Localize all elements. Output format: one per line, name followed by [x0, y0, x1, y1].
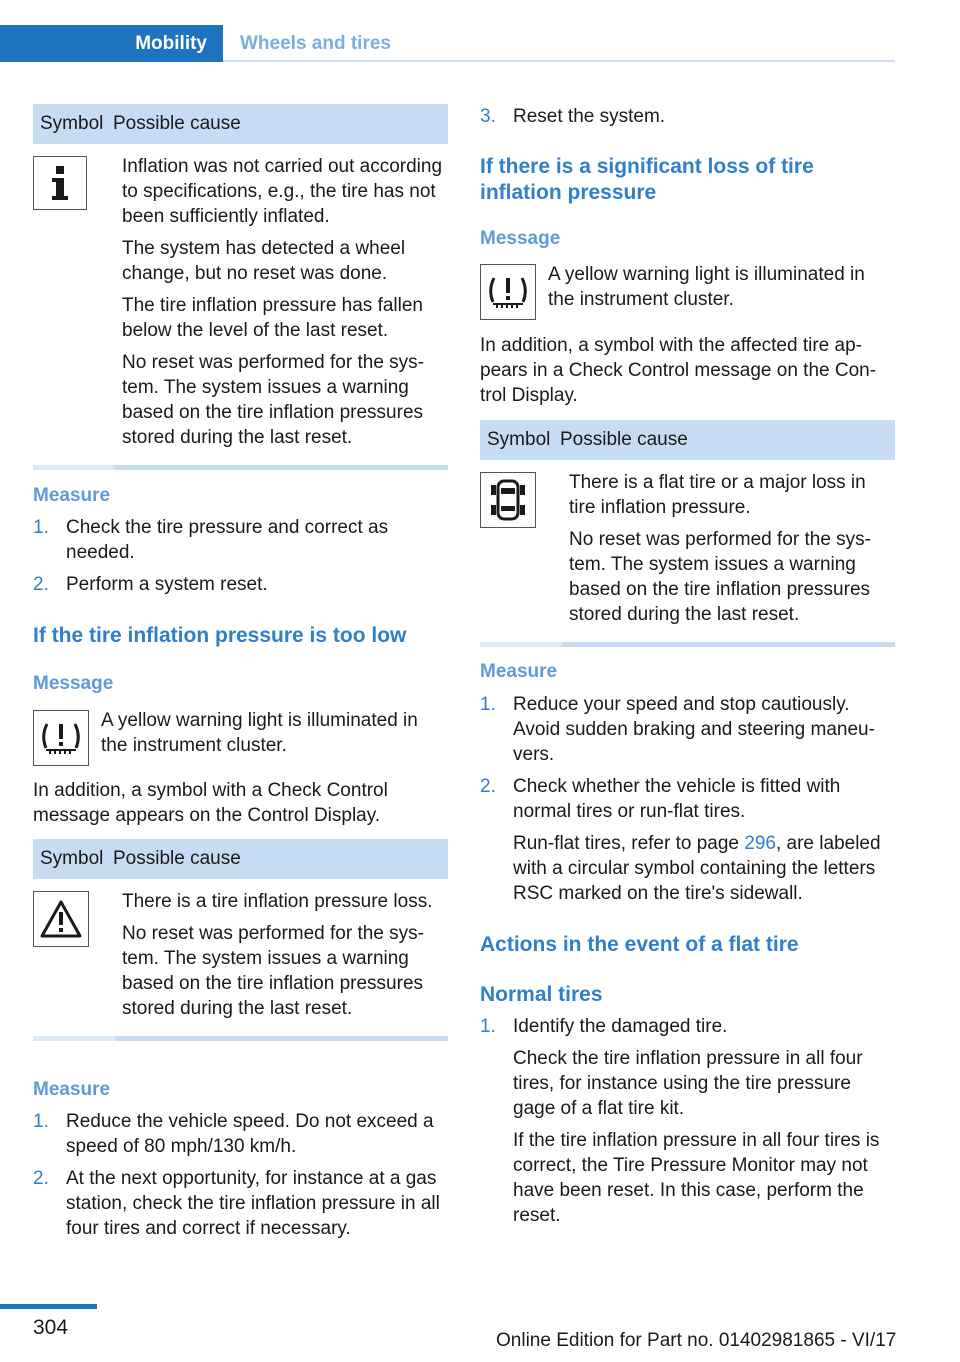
info-icon: [33, 156, 87, 210]
cause-text: No reset was performed for the system. The system issues a warning based on the tire inflation pressures stored during the last reset.: [122, 352, 424, 448]
message-text: A yellow warning light is illuminated in the instrument cluster.: [101, 710, 418, 756]
measure-section-1: [33, 485, 448, 604]
step-text: Identify the damaged tire.: [513, 1016, 728, 1037]
addition-text: In addition, a symbol with the affected tire appears in a Check Control message on the Control Display.: [480, 335, 877, 406]
page-link[interactable]: 296: [744, 833, 776, 854]
flat-tire-steps: [480, 1014, 895, 1228]
table-end-rule: [33, 1036, 448, 1041]
list-item: [480, 774, 895, 906]
symbol-table-1: [33, 104, 448, 470]
col-cause-header: Possible cause: [113, 848, 241, 869]
measure-steps: [33, 1109, 448, 1241]
header-divider: [223, 60, 895, 62]
step-number: 1.: [33, 517, 49, 538]
col-symbol-header: Symbol: [487, 429, 551, 450]
cause-cell: [122, 154, 448, 457]
measure-heading: Measure: [33, 1079, 111, 1100]
subsection-heading: Normal tires: [480, 983, 603, 1006]
section-pressure-too-low: [33, 623, 448, 828]
table-row: [33, 879, 448, 1028]
step-text: Reset the system.: [513, 106, 666, 127]
list-item: [33, 515, 448, 565]
step-text: Reduce the vehicle speed. Do not exceed a speed of 80 mph/130 km/h.: [66, 1111, 434, 1157]
step-text: Perform a system reset.: [66, 574, 268, 595]
measure-steps: [33, 515, 448, 597]
cause-text: No reset was performed for the system. The system issues a warning based on the tire inflation pressures stored during the last reset.: [569, 529, 871, 625]
step-text: Reduce your speed and stop cautiously. Avoid sudden braking and steering maneuvers.: [513, 694, 875, 765]
subtext-part: , are labeled with a circular symbol containing the letters RSC marked on the tire's sidewall.: [513, 833, 881, 904]
section-heading: If the tire inflation pressure is too low: [33, 624, 407, 647]
step-subtext: [513, 831, 895, 906]
message-heading: Message: [33, 673, 114, 694]
message-heading: Message: [480, 228, 561, 249]
measure-section-3: [480, 661, 895, 913]
list-item: [33, 572, 448, 597]
cause-text: The system has detected a wheel change, but no reset was done.: [122, 238, 406, 284]
section-flat-tire: [480, 932, 895, 1235]
col-symbol-header: Symbol: [40, 848, 104, 869]
page-number-bar: [0, 1304, 97, 1309]
header-bar: [0, 25, 895, 62]
edition-footer: Online Edition for Part no. 01402981865 - VI/17: [496, 1330, 897, 1351]
section-tab[interactable]: Mobility: [0, 25, 223, 62]
step-text: Check whether the vehicle is fitted with normal tires or run-flat tires.: [513, 776, 841, 822]
continued-steps: [480, 104, 895, 136]
col-cause-header: Possible cause: [113, 113, 241, 134]
list-item: [480, 1014, 895, 1228]
section-heading: If there is a significant loss of tire inflation pressure: [480, 155, 814, 204]
warning-triangle-icon: [33, 891, 89, 947]
step-number: 2.: [480, 776, 496, 797]
addition-text: In addition, a symbol with a Check Control message appears on the Control Display.: [33, 780, 388, 826]
cause-cell: [122, 889, 448, 1028]
step-number: 1.: [480, 1016, 496, 1037]
col-cause-header: Possible cause: [560, 429, 688, 450]
message-row: [33, 708, 448, 766]
table-header: [33, 104, 448, 144]
measure-heading: Measure: [480, 661, 558, 682]
measure-section-2: [33, 1079, 448, 1248]
cause-text: There is a tire inflation pressure loss.: [122, 891, 433, 912]
cause-cell: [569, 470, 895, 634]
step-number: 2.: [33, 574, 49, 595]
step-number: 2.: [33, 1168, 49, 1189]
table-header: [33, 839, 448, 879]
table-row: [33, 144, 448, 457]
step-number: 1.: [33, 1111, 49, 1132]
table-row: [480, 460, 895, 634]
tire-pressure-warning-icon: [33, 710, 89, 766]
car-flat-tire-icon: [480, 472, 536, 528]
cause-text: Inflation was not carried out according to specifications, e.g., the tire has not been sufficiently inflated.: [122, 156, 443, 227]
list-item: [33, 1166, 448, 1241]
list-item: [480, 104, 895, 129]
message-text: A yellow warning light is illuminated in the instrument cluster.: [548, 264, 865, 310]
chapter-tab[interactable]: Wheels and tires: [240, 33, 391, 54]
cause-text: No reset was performed for the system. The system issues a warning based on the tire inflation pressures stored during the last reset.: [122, 923, 424, 1019]
subtext-part: Run-flat tires, refer to page: [513, 833, 745, 854]
measure-steps: [480, 692, 895, 906]
cause-text: The tire inflation pressure has fallen below the level of the last reset.: [122, 295, 423, 341]
symbol-table-2: [33, 839, 448, 1041]
cause-text: There is a flat tire or a major loss in tire inflation pressure.: [569, 472, 866, 518]
step-number: 1.: [480, 694, 496, 715]
table-end-rule: [33, 465, 448, 470]
step-subtext: Check the tire inflation pressure in all four tires, for instance using the tire pressure gage of a flat tire kit.: [513, 1048, 863, 1119]
measure-heading: Measure: [33, 485, 111, 506]
table-end-rule: [480, 642, 895, 647]
symbol-cell: [33, 154, 122, 457]
step-subtext: If the tire inflation pressure in all four tires is correct, the Tire Pressure Monitor may not have been reset. In this case, perform the reset.: [513, 1130, 880, 1226]
step-text: At the next opportunity, for instance at a gas station, check the tire inflation pressure in all four tires and correct if necessary.: [66, 1168, 440, 1239]
step-text: Check the tire pressure and correct as needed.: [66, 517, 389, 563]
step-number: 3.: [480, 106, 496, 127]
tire-pressure-warning-icon: [480, 264, 536, 320]
page-number: 304: [33, 1316, 69, 1339]
symbol-cell: [480, 470, 569, 634]
symbol-table-3: [480, 420, 895, 647]
list-item: [480, 692, 895, 767]
table-header: [480, 420, 895, 460]
symbol-cell: [33, 889, 122, 1028]
col-symbol-header: Symbol: [40, 113, 104, 134]
message-row: [480, 262, 895, 320]
section-heading: Actions in the event of a flat tire: [480, 933, 799, 956]
section-significant-loss: [480, 154, 895, 408]
list-item: [33, 1109, 448, 1159]
